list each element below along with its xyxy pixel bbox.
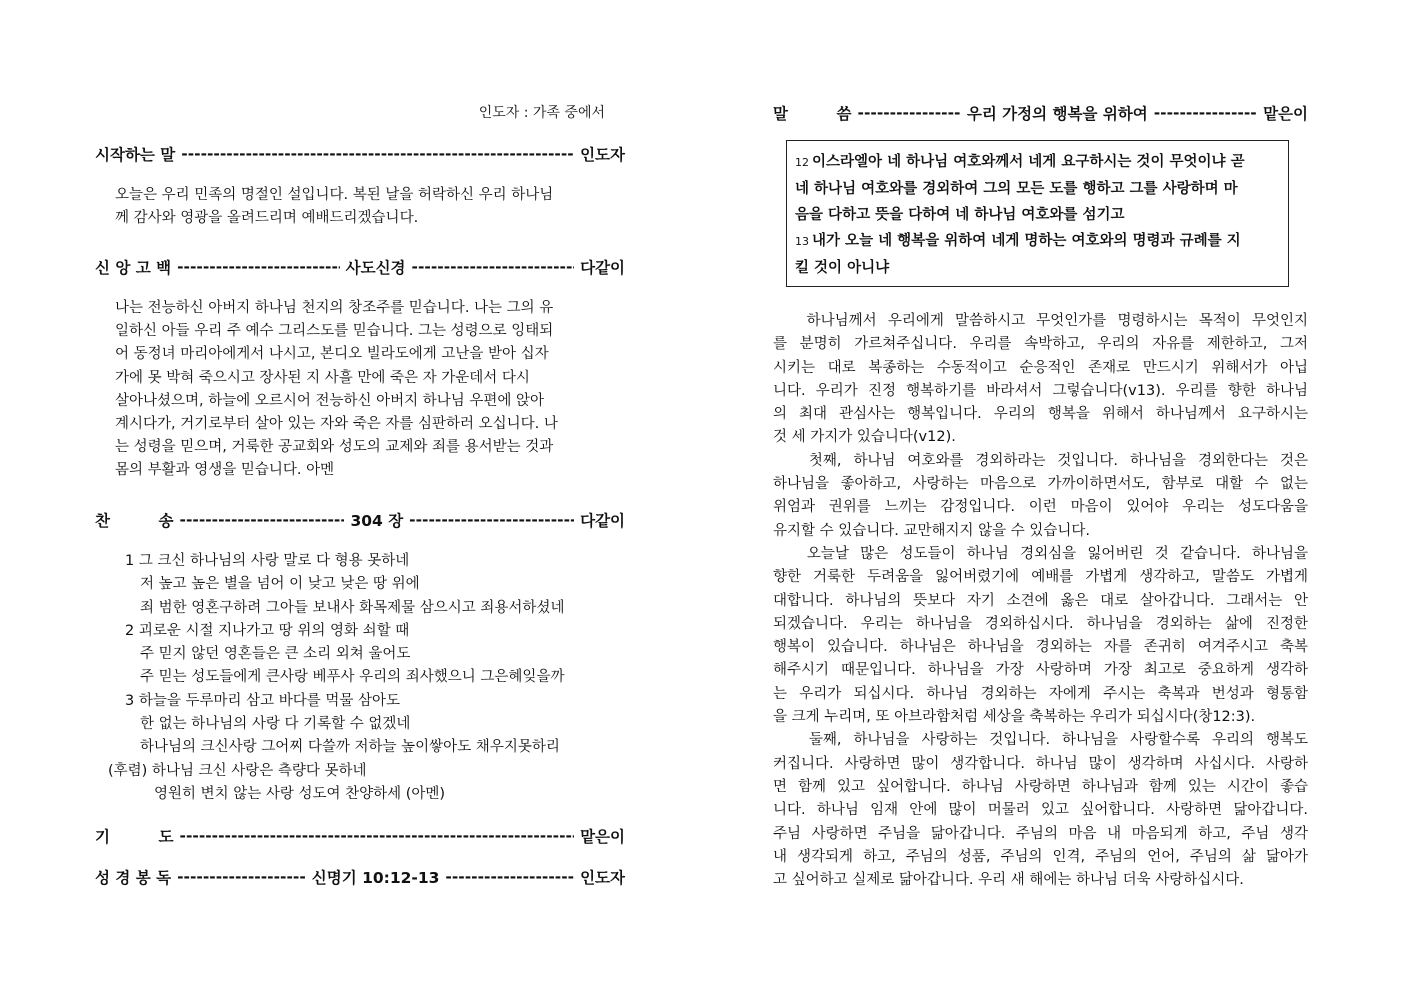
hymn-line: 주 믿는 성도들에게 큰사랑 베푸사 우리의 죄사했으니 그은혜잊을까 [140, 669, 565, 686]
dash-leader [177, 258, 340, 276]
section-middle: 304 장 [350, 512, 404, 530]
text-line: 나는 전능하신 아버지 하나님 천지의 창조주를 믿습니다. 나는 그의 유 [115, 300, 554, 316]
verse-number: 12 [795, 156, 809, 169]
hymn-lyrics [108, 550, 628, 806]
dash-leader [1154, 104, 1257, 122]
leader-note: 인도자 : 가족 중에서 [478, 105, 605, 121]
sermon-line: 시키는 대로 복종하는 수동적이고 순응적인 존재로 만드시기 위해서가 아닙 [773, 359, 1308, 376]
text-line: 몸의 부활과 영생을 믿습니다. 아멘 [115, 462, 335, 479]
section-title: 말 씀 [773, 105, 852, 123]
section-middle: 사도신경 [345, 259, 406, 277]
opening-text [115, 184, 610, 230]
hymn-line: 3 하늘을 두루마리 삼고 바다를 먹물 삼아도 [125, 692, 400, 709]
hymn-line: 죄 범한 영혼구하려 그아들 보내사 화목제물 삼으시고 죄용서하셨네 [140, 599, 565, 616]
sermon-line: 니다. 우리가 진정 행복하기를 바라셔서 그렇습니다(v13). 우리를 향한 하나님 [773, 382, 1308, 399]
hymn-line: 영원히 변치 않는 사랑 성도여 찬양하세 (아멘) [154, 785, 446, 802]
section-role: 다같이 [580, 259, 626, 277]
section-title: 신 앙 고 백 [95, 259, 172, 277]
sermon-line: 내 생각되게 하고, 주님의 성품, 주님의 인격, 주님의 언어, 주님의 삶 닮아가 [773, 848, 1308, 865]
verse-12 [795, 149, 1280, 176]
text-line: 는 성령을 믿으며, 거룩한 공교회와 성도의 교제와 죄를 용서받는 것과 [115, 439, 554, 456]
sermon-line: 유지할 수 있습니다. 교만해지지 않을 수 있습니다. [773, 522, 1091, 539]
sermon-text [773, 310, 1308, 892]
text-line: 가에 못 박혀 죽으시고 장사된 지 사흘 만에 죽은 자 가운데서 다시 [115, 369, 530, 386]
sermon-line: 의 최대 관심사는 행복입니다. 우리의 행복을 위해서 하나님께서 요구하시는 [773, 406, 1308, 423]
sermon-line: 첫째, 하나님 여호와를 경외하라는 것입니다. 하나님을 경외한다는 것은 [773, 452, 1308, 469]
hymn-line: 저 높고 높은 별을 넘어 이 낮고 낮은 땅 위에 [140, 576, 420, 593]
text-line: 께 감사와 영광을 올려드리며 예배드리겠습니다. [115, 210, 419, 227]
section-hymn [95, 509, 625, 531]
sermon-line: 를 분명히 가르쳐주십니다. 우리를 속박하고, 우리의 자유를 제한하고, 그저 [773, 336, 1308, 353]
sermon-line: 고 싶어하고 실제로 닮아갑니다. 우리 새 해에는 하나님 더욱 사랑하십시다. [773, 872, 1244, 889]
sermon-line: 위엄과 권위를 느끼는 감정입니다. 이런 마음이 있어야 우리는 성도다움을 [773, 499, 1308, 516]
hymn-line: 한 없는 하나님의 사랑 다 기록할 수 없겠네 [140, 716, 411, 733]
sermon-line: 하나님을 좋아하고, 사랑하는 마음으로 가까이하면서도, 함부로 대할 수 없는 [773, 476, 1308, 493]
section-middle: 신명기 10:12-13 [311, 869, 440, 887]
sermon-line: 대합니다. 하나님의 뜻보다 자기 소견에 옳은 대로 살아갑니다. 그래서는 안 [773, 592, 1308, 609]
section-role: 다같이 [580, 512, 626, 530]
sermon-line: 오늘날 많은 성도들이 하나님 경외심을 잃어버린 것 같습니다. 하나님을 [773, 545, 1308, 562]
section-creed [95, 256, 625, 278]
sermon-line: 행복이 있습니다. 하나님은 하나님을 경외하는 자를 존귀히 여겨주시고 축복 [773, 639, 1308, 656]
verse-number: 13 [795, 235, 809, 248]
dash-leader [445, 868, 574, 886]
hymn-line: 2 괴로운 시절 지나가고 땅 위의 영화 쇠할 때 [125, 622, 410, 639]
dash-leader [180, 827, 575, 845]
dash-leader [409, 511, 574, 529]
section-title: 기 도 [95, 828, 174, 846]
section-role: 맡은이 [580, 828, 625, 846]
scripture-box [786, 140, 1289, 287]
section-role: 인도자 [580, 146, 625, 164]
sermon-line: 면 함께 있고 싶어합니다. 하나님 사랑하면 하나님과 함께 있는 시간이 좋습 [773, 778, 1308, 795]
hymn-line: 주 믿지 않던 영혼들은 큰 소리 외쳐 울어도 [140, 646, 411, 663]
text-line: 오늘은 우리 민족의 명절인 설입니다. 복된 날을 허락하신 우리 하나님 [115, 187, 554, 203]
sermon-line: 하나님께서 우리에게 말씀하시고 무엇인가를 명령하시는 목적이 무엇인지 [773, 313, 1308, 329]
hymn-line: (후렴) 하나님 크신 사랑은 측량다 못하네 [108, 762, 367, 779]
sermon-line: 주님 사랑하면 주님을 닮아갑니다. 주님의 마음 내 마음되게 하고, 주님 생각 [773, 825, 1308, 842]
sermon-line: 둘째, 하나님을 사랑하는 것입니다. 하나님을 사랑할수록 우리의 행복도 [773, 732, 1308, 749]
section-title: 시작하는 말 [95, 146, 176, 164]
hymn-line: 하나님의 크신사랑 그어찌 다쓸까 저하늘 높이쌓아도 채우지못하리 [140, 739, 560, 756]
dash-leader [181, 145, 574, 163]
dash-leader [858, 104, 961, 122]
section-middle: 우리 가정의 행복을 위하여 [966, 105, 1148, 123]
verse-line: 네 하나님 여호와를 경외하여 그의 모든 도를 행하고 그를 사랑하며 마 [795, 181, 1238, 197]
section-prayer [95, 825, 625, 847]
dash-leader [180, 511, 345, 529]
sermon-line: 되겠습니다. 우리는 하나님을 경외하십시다. 하나님을 경외하는 삶에 진정한 [773, 615, 1308, 632]
sermon-line: 향한 거룩한 두려움을 잃어버렸기에 예배를 가볍게 생각하고, 말씀도 가볍게 [773, 569, 1308, 586]
section-title: 찬 송 [95, 512, 174, 530]
verse-line: 킬 것이 아니냐 [795, 260, 890, 276]
text-line: 일하신 아들 우리 주 예수 그리스도를 믿습니다. 그는 성령으로 잉태되 [115, 323, 554, 340]
creed-text [115, 297, 610, 483]
verse-line: 이스라엘아 네 하나님 여호와께서 네게 요구하시는 것이 무엇이냐 곧 [812, 154, 1245, 170]
section-title: 성 경 봉 독 [95, 869, 172, 887]
sermon-line: 니다. 하나님 임재 안에 많이 머물러 있고 싶어합니다. 사랑하면 닮아갑니다. [773, 802, 1308, 819]
verse-line: 음을 다하고 뜻을 다하여 네 하나님 여호와를 섬기고 [795, 207, 1125, 223]
section-word [773, 102, 1308, 124]
section-reading [95, 866, 625, 888]
dash-leader [177, 868, 306, 886]
text-line: 살아나셨으며, 하늘에 오르시어 전능하신 아버지 하나님 우편에 앉아 [115, 392, 545, 409]
section-opening [95, 143, 625, 165]
section-role: 맡은이 [1263, 105, 1308, 123]
sermon-line: 해주시기 때문입니다. 하나님을 가장 사랑하며 가장 최고로 중요하게 생각하 [773, 662, 1308, 679]
sermon-line: 는 우리가 되십시다. 하나님 경외하는 자에게 주시는 축복과 번성과 형통함 [773, 685, 1308, 702]
hymn-line: 1 그 크신 하나님의 사랑 말로 다 형용 못하네 [125, 553, 410, 569]
sermon-line: 커집니다. 사랑하면 많이 생각합니다. 하나님 많이 생각하며 사십시다. 사랑하 [773, 755, 1308, 772]
text-line: 계시다가, 거기로부터 살아 있는 자와 죽은 자를 심판하러 오십니다. 나 [115, 416, 558, 433]
verse-13 [795, 228, 1280, 255]
sermon-line: 을 크게 누리며, 또 아브라함처럼 세상을 축복하는 우리가 되십시다(창12:3). [773, 709, 1256, 726]
sermon-line: 것 세 가지가 있습니다(v12). [773, 429, 956, 446]
text-line: 어 동정녀 마리아에게서 나시고, 본디오 빌라도에게 고난을 받아 십자 [115, 346, 549, 363]
dash-leader [412, 258, 575, 276]
verse-line: 내가 오늘 네 행복을 위하여 네게 명하는 여호와의 명령과 규례를 지 [812, 233, 1241, 249]
section-role: 인도자 [580, 869, 625, 887]
